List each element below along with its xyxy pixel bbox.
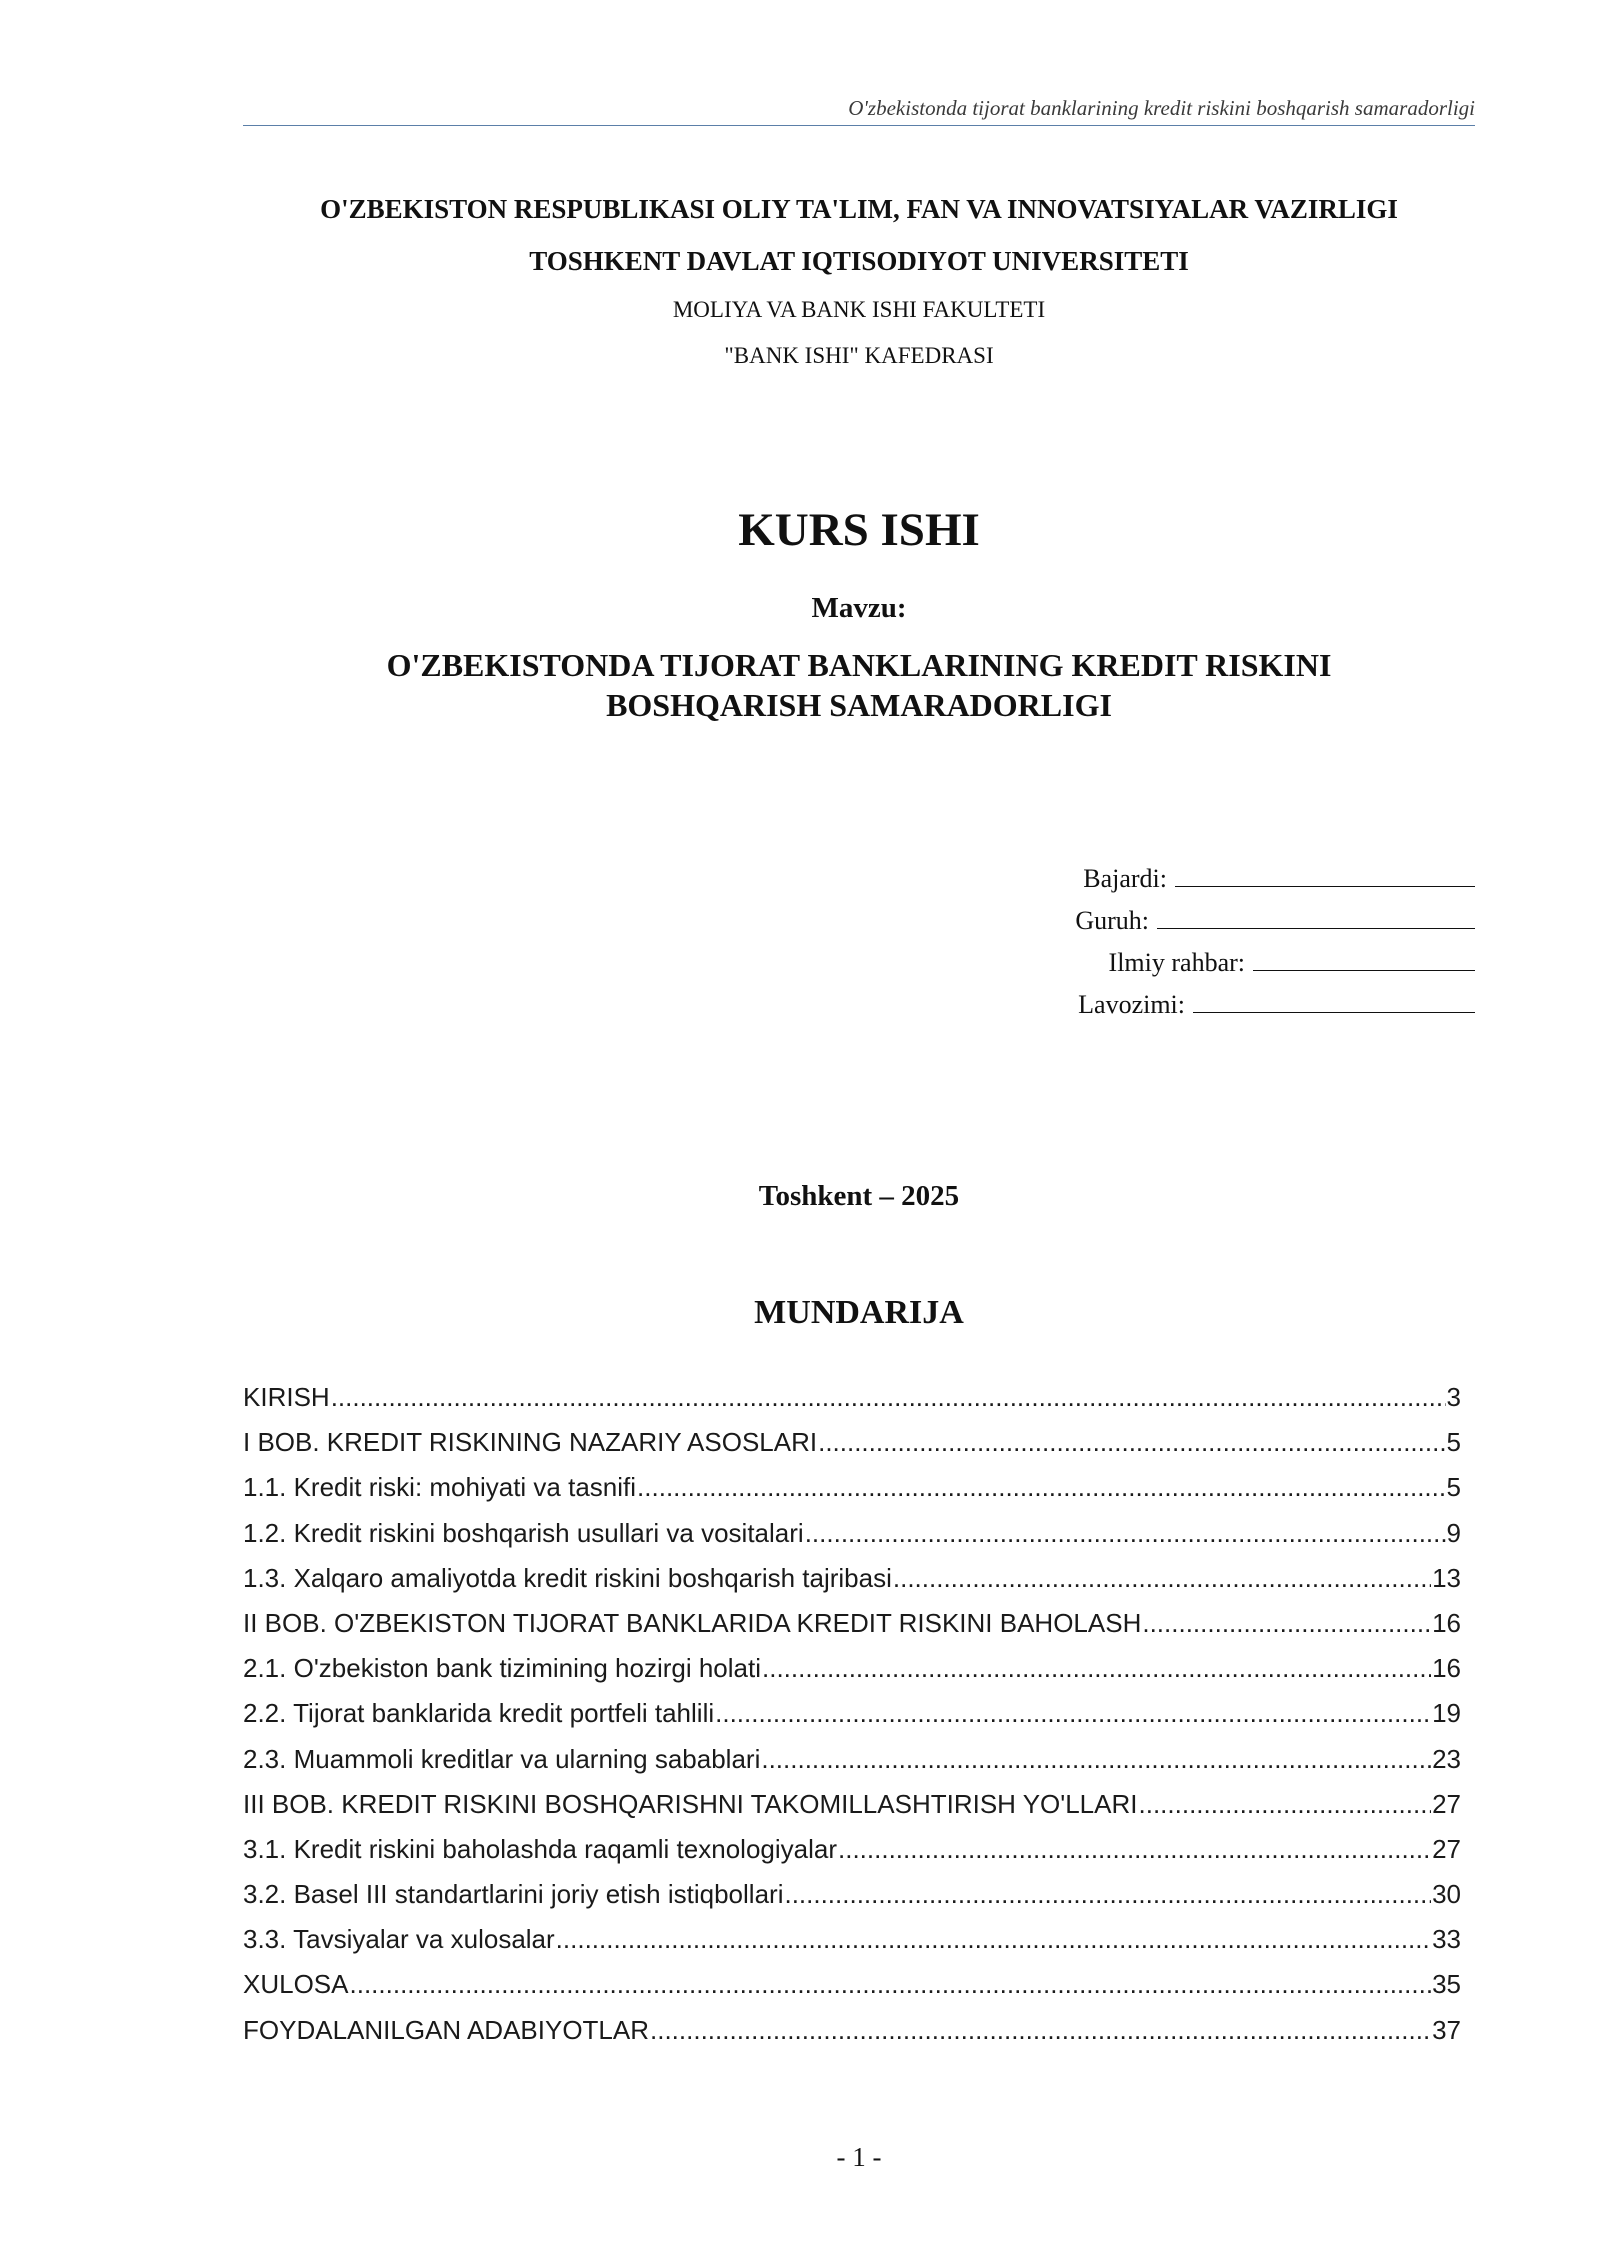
topic-title [243,645,1475,725]
signature-blank-line [1175,862,1475,887]
toc-entry[interactable] [243,1427,1461,1472]
page-number: - 1 - [836,2142,882,2172]
toc-entry[interactable] [243,1924,1461,1969]
toc-entry-page: 9 [1446,1517,1461,1548]
toc-entry[interactable] [243,1879,1461,1924]
toc-entry[interactable] [243,1744,1461,1789]
university-name: TOSHKENT DAVLAT IQTISODIYOT UNIVERSITETI [529,246,1189,276]
toc-entry-page: 23 [1432,1743,1461,1774]
toc-dot-leader [650,2015,1431,2046]
toc-entry-title: 1.3. Xalqaro amaliyotda kredit riskini boshqarish tajribasi [243,1562,892,1593]
toc-dot-leader [331,1382,1446,1413]
toc-entry-title: 1.1. Kredit riski: mohiyati va tasnifi [243,1472,637,1503]
running-header: O'zbekistonda tijorat banklarining kredit riskini boshqarish samaradorligi [848,96,1475,120]
toc-dot-leader [1142,1608,1431,1639]
toc-entry-page: 16 [1432,1607,1461,1638]
toc-entry-page: 16 [1432,1653,1461,1684]
toc-dot-leader [818,1427,1445,1458]
toc-entry-title: 3.3. Tavsiyalar va xulosalar [243,1924,555,1955]
toc-dot-leader [761,1744,1431,1775]
topic-label: Mavzu: [811,592,907,624]
signature-row-performer [915,862,1475,904]
toc-entry-page: 30 [1432,1879,1461,1910]
work-type-title: KURS ISHI [738,504,980,556]
toc-entry[interactable] [243,1382,1461,1427]
toc-dot-leader [805,1518,1446,1549]
toc-dot-leader [838,1834,1431,1865]
toc-dot-leader [762,1653,1431,1684]
toc-entry[interactable] [243,1518,1461,1563]
signature-label: Bajardi: [1083,864,1167,893]
signature-label: Lavozimi: [1078,990,1185,1019]
toc-entry-page: 5 [1446,1472,1461,1503]
toc-entry-page: 35 [1432,1969,1461,2000]
signature-label: Guruh: [1075,906,1149,935]
toc-dot-leader [1139,1789,1432,1820]
toc-entry-title: 3.2. Basel III standartlarini joriy etish istiqbollari [243,1879,784,1910]
toc-entry-title: I BOB. KREDIT RISKINING NAZARIY ASOSLARI [243,1427,818,1458]
city-year: Toshkent – 2025 [758,1180,960,1212]
signature-blank-line [1253,946,1475,971]
toc-entry-title: III BOB. KREDIT RISKINI BOSHQARISHNI TAKOMILLASHTIRISH YO'LLARI [243,1788,1138,1819]
toc-entry-page: 33 [1432,1924,1461,1955]
toc-dot-leader [893,1563,1431,1594]
toc-entry-title: 1.2. Kredit riskini boshqarish usullari va vositalari [243,1517,804,1548]
toc-entry[interactable] [243,1563,1461,1608]
toc-entry-title: 2.1. O'zbekiston bank tizimining hozirgi holati [243,1653,762,1684]
signature-label: Ilmiy rahbar: [1108,948,1245,977]
signature-row-supervisor [915,946,1475,988]
toc-entry-page: 19 [1432,1698,1461,1729]
toc-dot-leader [784,1879,1431,1910]
toc-entry-title: 2.3. Muammoli kreditlar va ularning sabablari [243,1743,761,1774]
toc-entry-page: 27 [1432,1833,1461,1864]
header-divider [243,125,1475,126]
topic-title-line-1: O'ZBEKISTONDA TIJORAT BANKLARINING KREDIT RISKINI [386,647,1332,683]
toc-entry[interactable] [243,1969,1461,2014]
faculty-name: MOLIYA VA BANK ISHI FAKULTETI [672,297,1046,322]
toc-entry[interactable] [243,1608,1461,1653]
topic-title-line-2: BOSHQARISH SAMARADORLIGI [606,687,1112,723]
toc-entry-title: XULOSA [243,1969,349,2000]
toc-dot-leader [556,1924,1431,1955]
signature-row-position [915,988,1475,1030]
signature-blank-line [1193,988,1475,1013]
signature-row-group [915,904,1475,946]
toc-entry-page: 27 [1432,1788,1461,1819]
toc-heading: MUNDARIJA [754,1294,964,1331]
signature-blank-line [1157,904,1475,929]
toc-entry-page: 5 [1446,1427,1461,1458]
toc-dot-leader [715,1698,1431,1729]
toc-entry[interactable] [243,1472,1461,1517]
toc-entry[interactable] [243,2015,1461,2060]
toc-entry-title: KIRISH [243,1382,330,1412]
signature-block [915,862,1475,1030]
toc-entry-page: 13 [1432,1562,1461,1593]
toc-entry-title: FOYDALANILGAN ADABIYOTLAR [243,2014,650,2045]
toc-dot-leader [637,1472,1445,1503]
toc-entry-title: 3.1. Kredit riskini baholashda raqamli texnologiyalar [243,1833,837,1864]
toc-entry-title: 2.2. Tijorat banklarida kredit portfeli tahlili [243,1698,715,1729]
ministry-name: O'ZBEKISTON RESPUBLIKASI OLIY TA'LIM, FAN VA INNOVATSIYALAR VAZIRLIGI [320,194,1398,224]
toc-dot-leader [350,1969,1432,2000]
table-of-contents [243,1382,1461,2060]
toc-entry[interactable] [243,1698,1461,1743]
toc-entry-title: II BOB. O'ZBEKISTON TIJORAT BANKLARIDA KREDIT RISKINI BAHOLASH [243,1607,1142,1638]
toc-entry[interactable] [243,1834,1461,1879]
department-name: "BANK ISHI" KAFEDRASI [724,343,994,368]
toc-entry-page: 3 [1446,1382,1461,1412]
toc-entry-page: 37 [1432,2014,1461,2045]
toc-entry[interactable] [243,1789,1461,1834]
toc-entry[interactable] [243,1653,1461,1698]
